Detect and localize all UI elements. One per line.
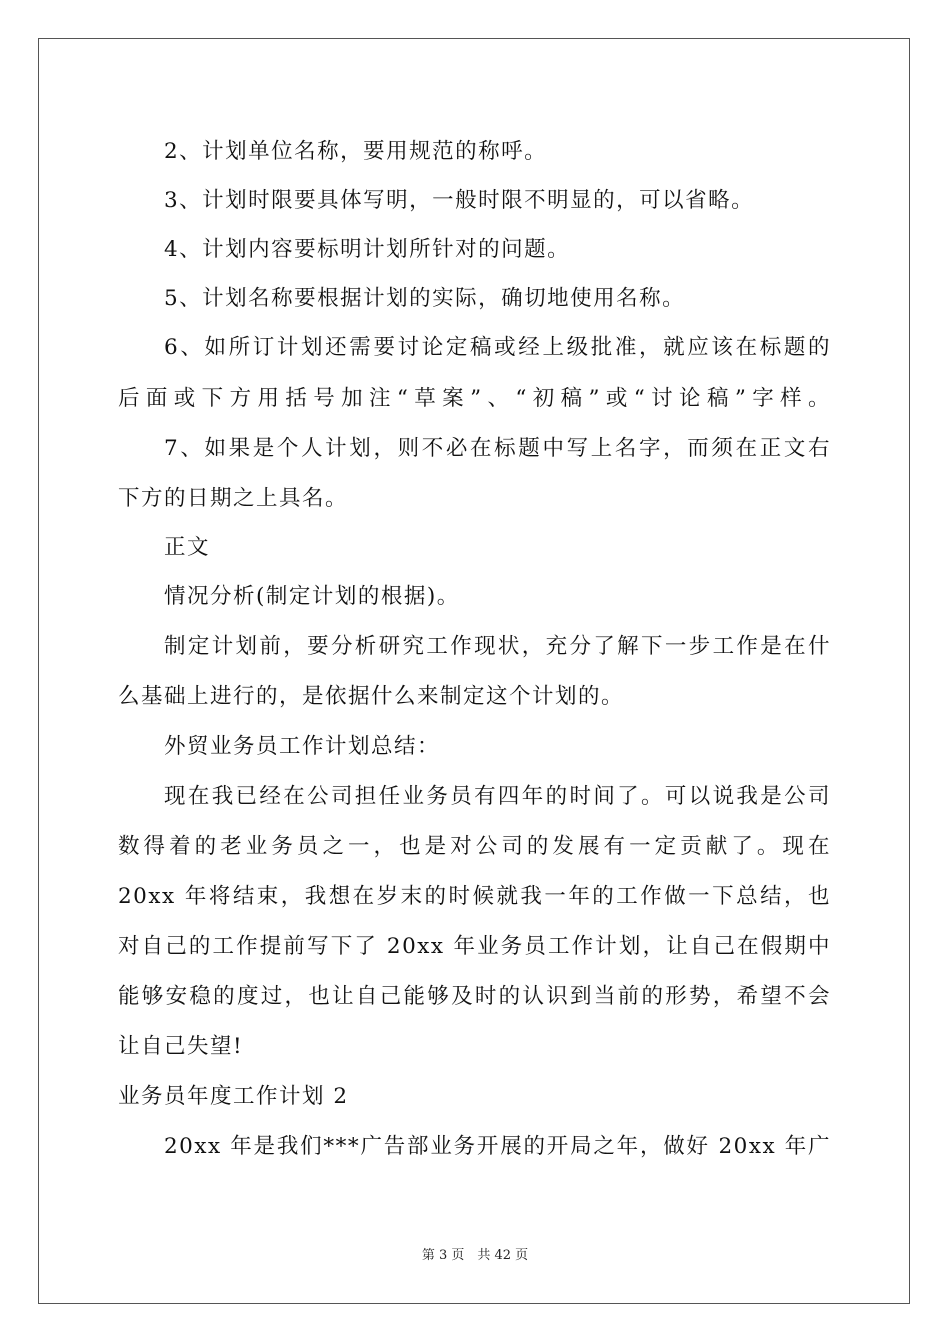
- text-line-item-6: 6、如所订计划还需要讨论定稿或经上级批准，就应该在标题的: [164, 335, 831, 360]
- page-border: [38, 38, 910, 1304]
- text-line-summary-6: 让自己失望!: [118, 1034, 244, 1059]
- text-line-item-5: 5、计划名称要根据计划的实际，确切地使用名称。: [164, 286, 686, 311]
- text-line-situation: 情况分析(制定计划的根据)。: [164, 584, 460, 609]
- page-number-footer: 第 3 页 共 42 页: [421, 1248, 529, 1263]
- section-heading-body: 正文: [164, 535, 211, 560]
- text-line-summary-4: 对自己的工作提前写下了 20xx 年业务员工作计划，让自己在假期中: [118, 934, 831, 959]
- text-line-plan-2: 20xx 年是我们***广告部业务开展的开局之年，做好 20xx 年广: [164, 1134, 831, 1159]
- text-line-summary-5: 能够安稳的度过，也让自己能够及时的认识到当前的形势，希望不会: [118, 984, 831, 1009]
- text-line-item-2: 2、计划单位名称，要用规范的称呼。: [164, 139, 548, 164]
- text-line-item-7: 7、如果是个人计划，则不必在标题中写上名字，而须在正文右: [164, 436, 831, 461]
- text-line-summary-2: 数得着的老业务员之一，也是对公司的发展有一定贡献了。现在: [118, 834, 831, 859]
- text-line-item-4: 4、计划内容要标明计划所针对的问题。: [164, 237, 571, 262]
- text-line-summary-1: 现在我已经在公司担任业务员有四年的时间了。可以说我是公司: [164, 784, 831, 809]
- text-line-summary-3: 20xx 年将结束，我想在岁末的时候就我一年的工作做一下总结，也: [118, 884, 831, 909]
- subheading-summary: 外贸业务员工作计划总结：: [164, 734, 441, 759]
- section-title-plan-2: 业务员年度工作计划 2: [118, 1084, 349, 1109]
- text-line-item-7-cont: 下方的日期之上具名。: [118, 486, 349, 511]
- text-line-item-6-cont: 后面或下方用括号加注“草案”、“初稿”或“讨论稿”字样。: [118, 386, 831, 411]
- text-line-para: 制定计划前，要分析研究工作现状，充分了解下一步工作是在什: [164, 634, 831, 659]
- text-line-para-cont: 么基础上进行的，是依据什么来制定这个计划的。: [118, 684, 625, 709]
- text-line-item-3: 3、计划时限要具体写明，一般时限不明显的，可以省略。: [164, 188, 755, 213]
